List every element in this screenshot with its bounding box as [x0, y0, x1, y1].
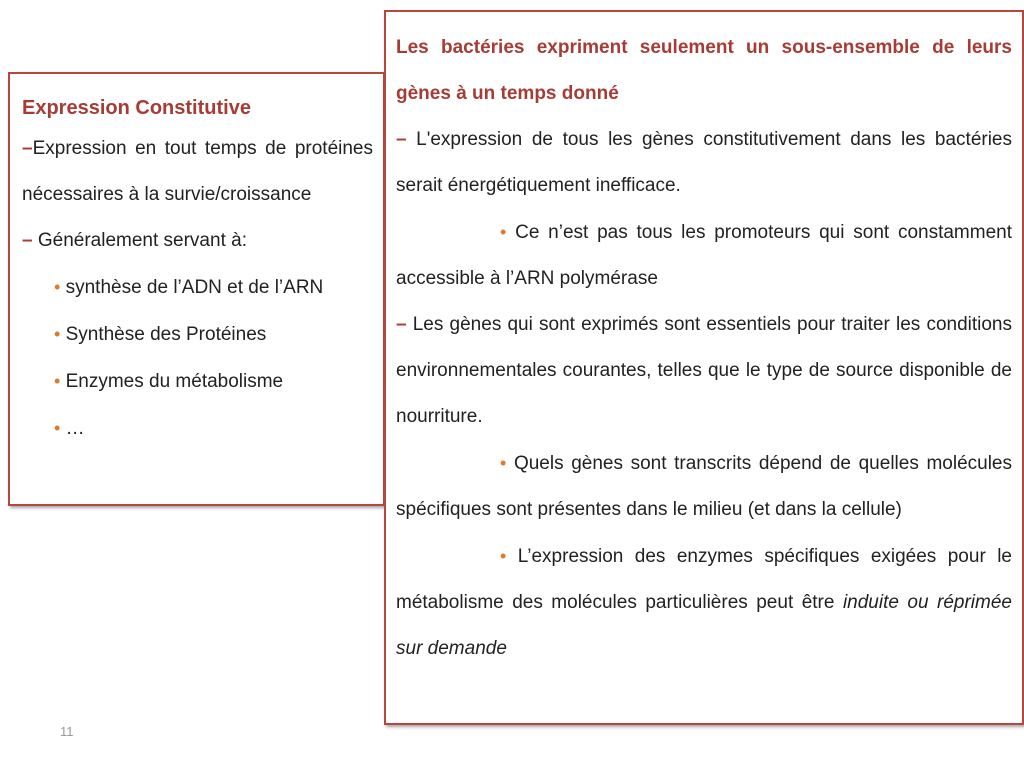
left-box-paragraph-1: [22, 126, 373, 218]
page-number: 11: [60, 724, 74, 739]
left-bullet-text: Synthèse des Protéines: [65, 324, 267, 345]
left-bullet-text: Enzymes du métabolisme: [65, 371, 284, 392]
bullet-icon: •: [500, 546, 507, 566]
right-box-bullet-3: [396, 533, 1012, 672]
right-box-paragraph-1-text: L'expression de tous les gènes constitutivement dans les bactéries serait énergétiquement inefficace.: [396, 129, 1012, 196]
right-box-bullet-3-text: L’expression des enzymes spécifiques exigées pour le métabolisme des molécules particulières peut être: [396, 546, 1012, 613]
left-bullet-text: …: [65, 418, 85, 439]
bullet-icon: •: [54, 371, 61, 391]
bullet-icon: •: [54, 277, 61, 297]
right-box-bullet-1: [396, 209, 1012, 302]
bullet-icon: •: [500, 453, 507, 473]
right-box-title: Les bactéries expriment seulement un sous-ensemble de leurs gènes à un temps donné: [396, 37, 1012, 104]
dash-marker: –: [22, 138, 33, 159]
left-bullet-item: [22, 311, 373, 358]
left-box-paragraph-1-text: Expression en tout temps de protéines nécessaires à la survie/croissance: [22, 138, 373, 205]
right-box-bullet-3-italic-text: induite ou réprimée sur demande: [396, 592, 1012, 659]
dash-marker: –: [396, 314, 407, 335]
left-bullet-item: [22, 264, 373, 311]
left-text-box: [8, 72, 385, 506]
left-bullet-item: [22, 358, 373, 405]
bullet-icon: •: [54, 324, 61, 344]
right-box-bullet-2: [396, 440, 1012, 533]
left-box-paragraph-2-text: Généralement servant à:: [32, 230, 247, 251]
right-box-paragraph-1: [396, 117, 1012, 209]
left-bullet-item: [22, 405, 373, 452]
bullet-icon: •: [54, 418, 61, 438]
bullet-icon: •: [500, 222, 507, 242]
right-box-bullet-2-text: Quels gènes sont transcrits dépend de quelles molécules spécifiques sont présentes dans le milieu (et dans la cellule): [396, 453, 1012, 520]
right-box-paragraph-2-text: Les gènes qui sont exprimés sont essentiels pour traiter les conditions environnementales courantes, telles que le type de source disponible de nourriture.: [396, 314, 1012, 427]
left-box-title: Expression Constitutive: [22, 97, 251, 119]
dash-marker: –: [396, 129, 407, 150]
dash-marker: –: [22, 230, 33, 251]
left-bullet-text: synthèse de l’ADN et de l’ARN: [65, 277, 324, 298]
left-box-paragraph-2: [22, 218, 373, 264]
right-box-bullet-1-text: Ce n’est pas tous les promoteurs qui sont constamment accessible à l’ARN polymérase: [396, 222, 1012, 289]
right-text-box: [384, 10, 1024, 725]
right-box-paragraph-2: [396, 302, 1012, 440]
